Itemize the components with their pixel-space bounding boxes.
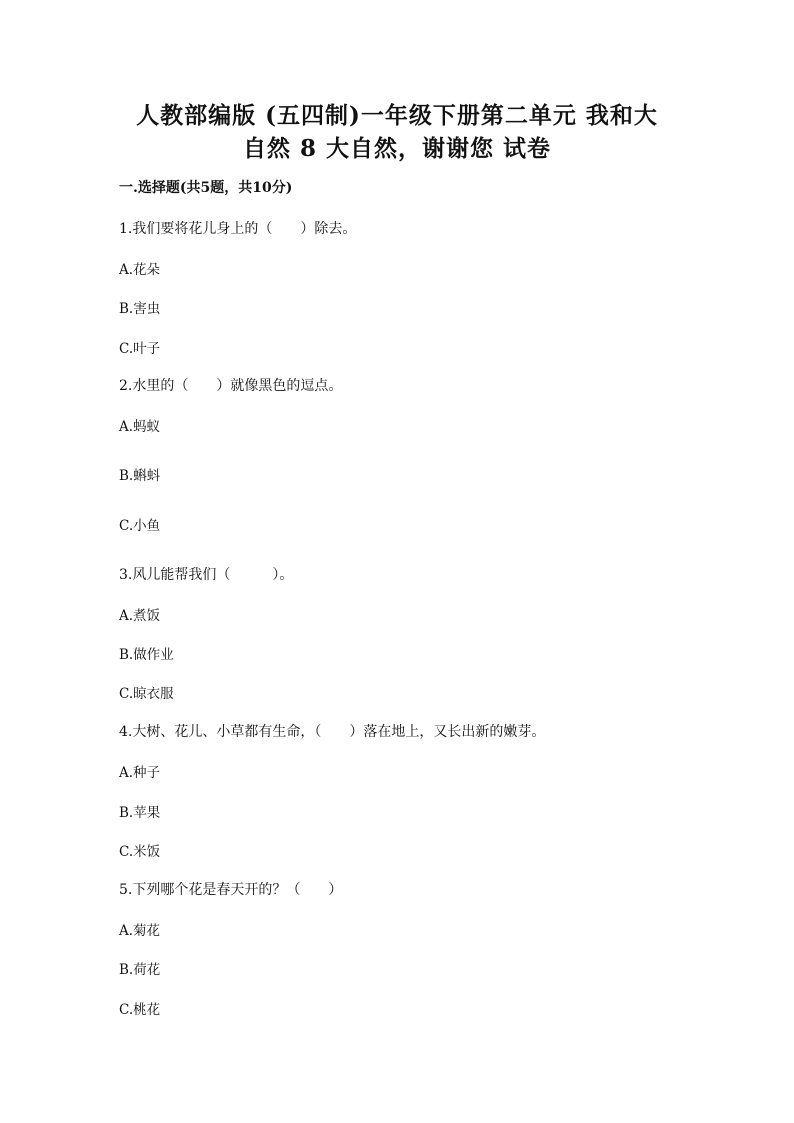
question-text: 5.下列哪个花是春天开的？（ ） — [119, 882, 343, 898]
section-heading: 一.选择题(共5题，共10分) — [119, 180, 293, 196]
question-text: 2.水里的（ ）就像黑色的逗点。 — [119, 378, 343, 394]
option-c: C.晾衣服 — [119, 686, 174, 702]
option-a: A.菊花 — [119, 923, 161, 939]
title-line-2: 自然 8 大自然，谢谢您 试卷 — [242, 135, 552, 162]
title-line-1: 人教部编版 (五四制)一年级下册第二单元 我和大 — [136, 102, 658, 129]
option-c: C.米饭 — [119, 844, 161, 860]
question-text: 4.大树、花儿、小草都有生命，（ ）落在地上，又长出新的嫩芽。 — [119, 724, 546, 740]
option-a: A.蚂蚁 — [119, 419, 161, 435]
option-b: B.蝌蚪 — [119, 468, 161, 484]
question-text: 3.风儿能帮我们（ ）。 — [119, 567, 294, 583]
option-b: B.做作业 — [119, 647, 174, 663]
option-b: B.苹果 — [119, 805, 161, 821]
option-c: C.叶子 — [119, 341, 161, 357]
option-c: C.桃花 — [119, 1002, 161, 1018]
option-b: B.害虫 — [119, 301, 161, 317]
option-a: A.煮饭 — [119, 608, 161, 624]
option-a: A.种子 — [119, 765, 161, 781]
option-b: B.荷花 — [119, 962, 161, 978]
option-c: C.小鱼 — [119, 518, 161, 534]
option-a: A.花朵 — [119, 262, 161, 278]
question-text: 1.我们要将花儿身上的（ ）除去。 — [119, 221, 357, 237]
